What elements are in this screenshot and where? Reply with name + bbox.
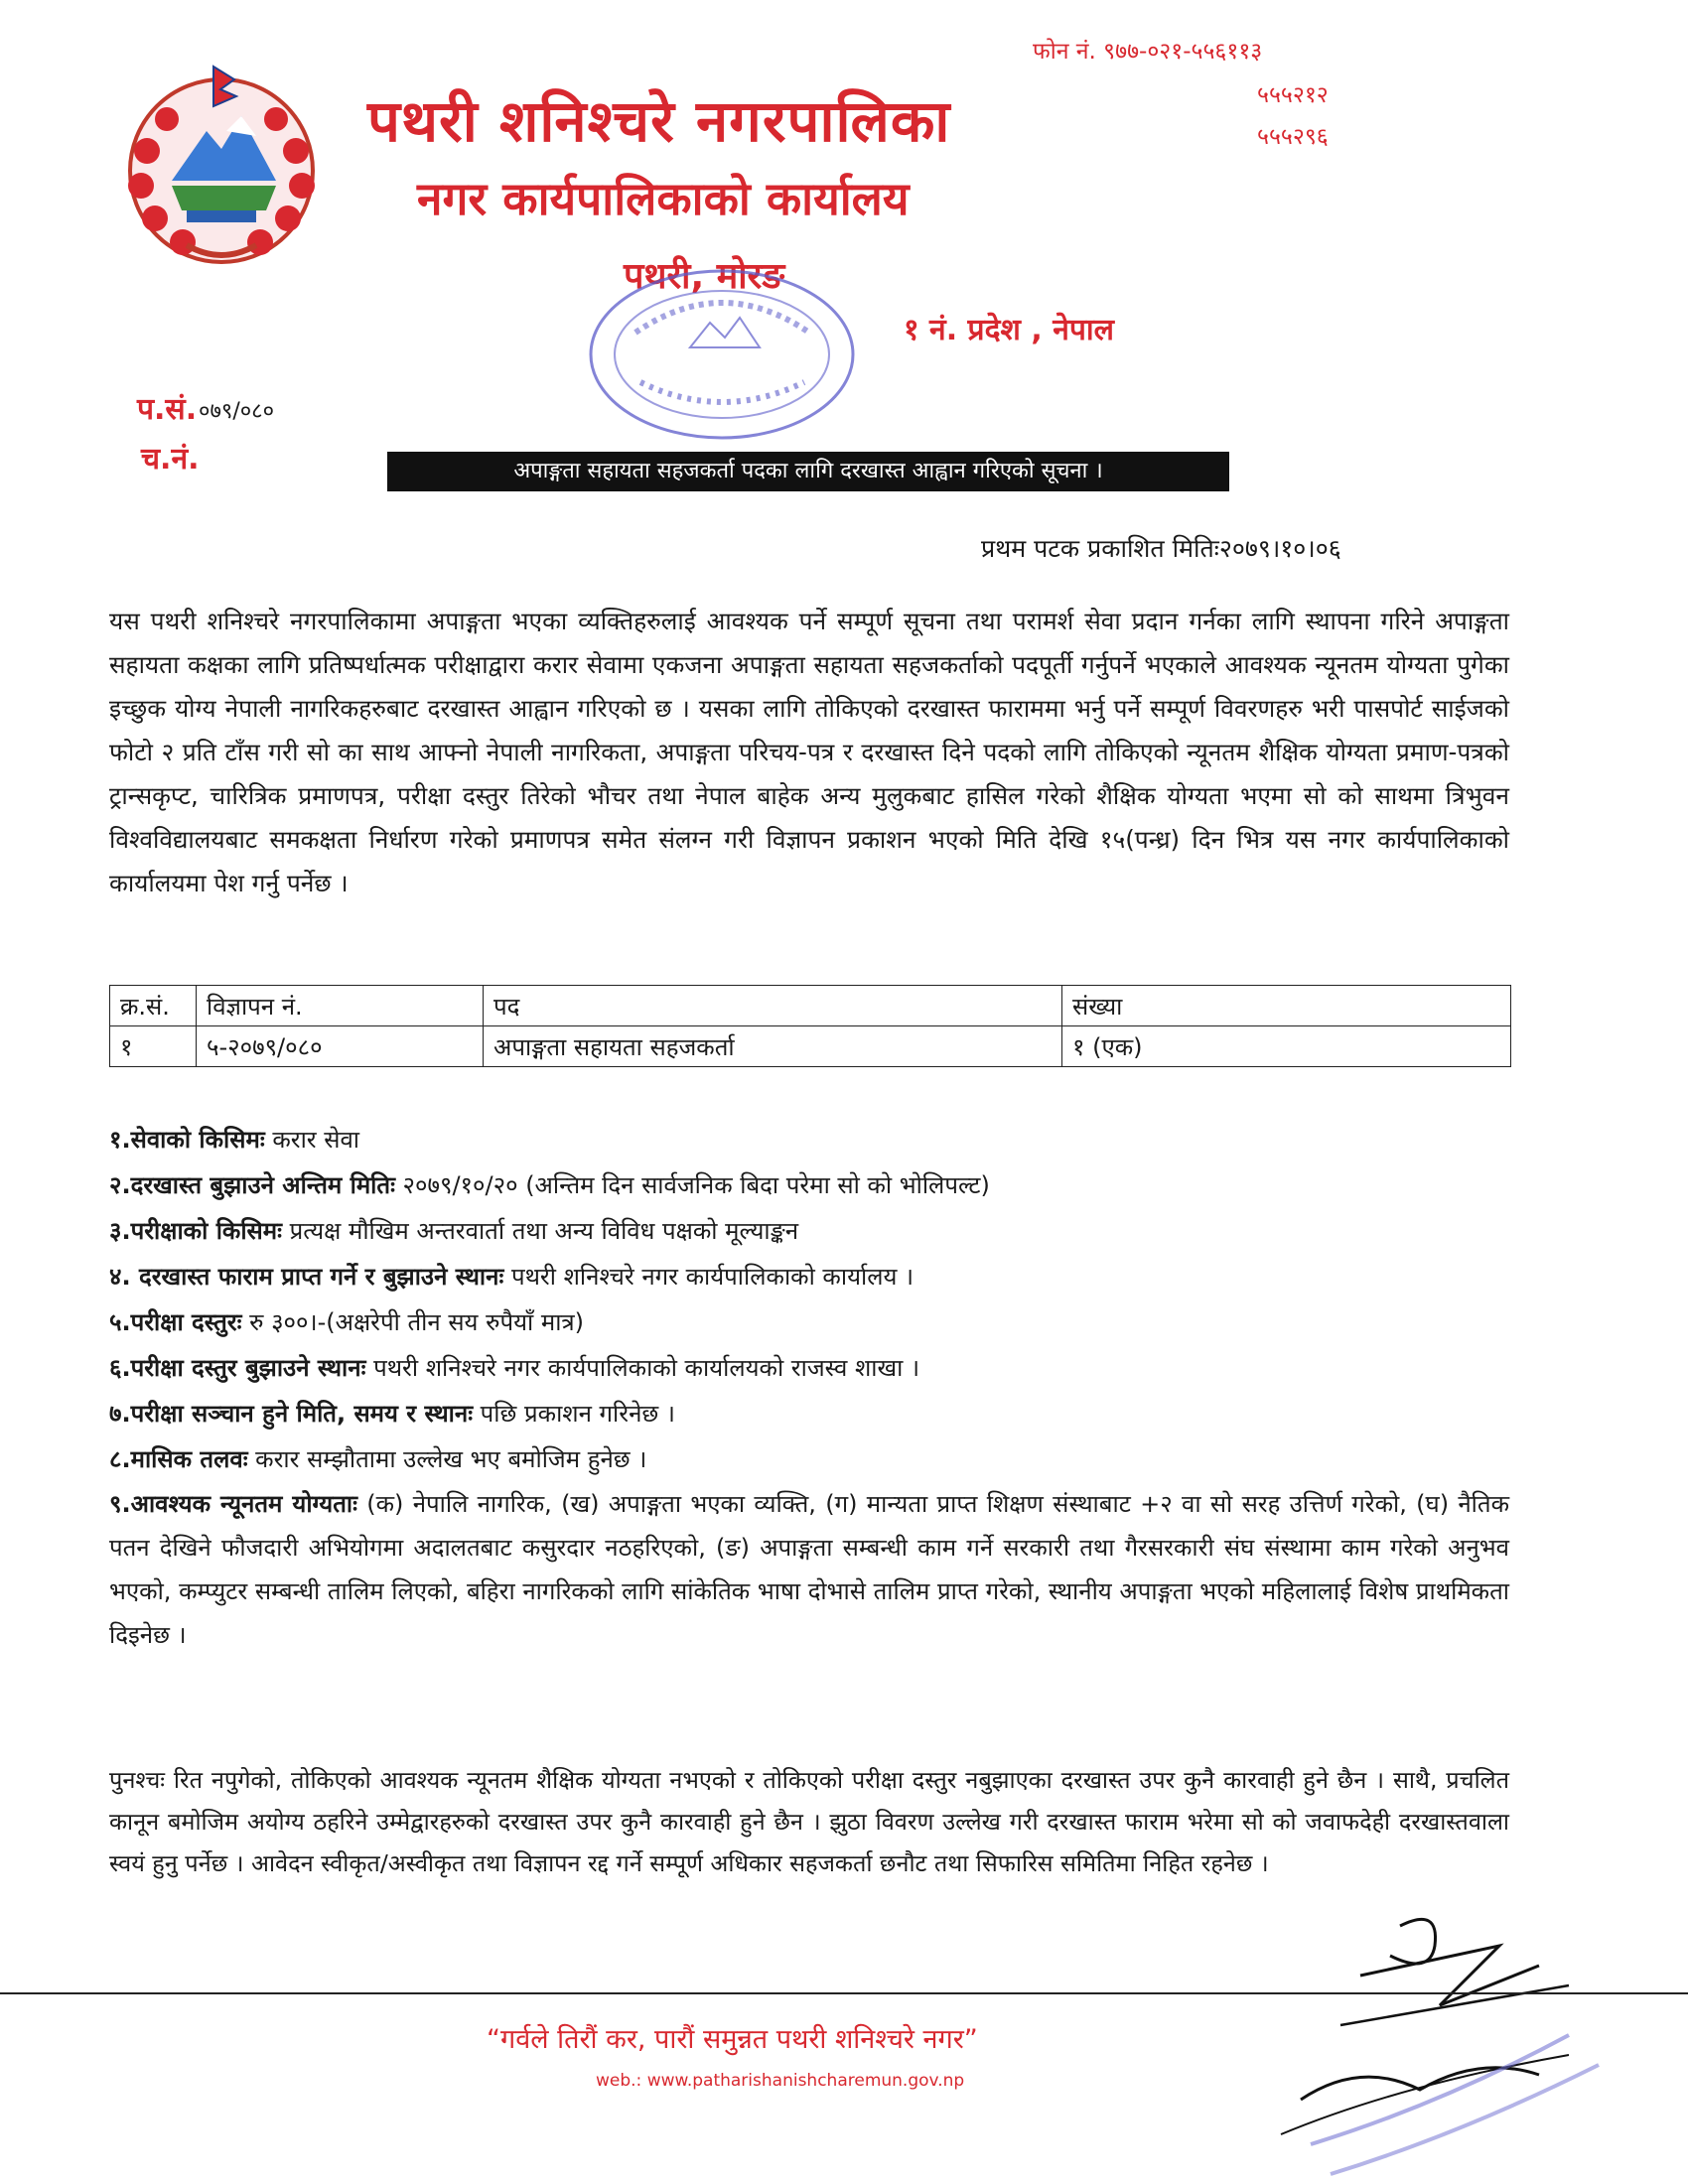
- term-label: ६.परीक्षा दस्तुर बुझाउने स्थानः: [109, 1354, 366, 1382]
- table-header-cell: विज्ञापन नं.: [197, 986, 484, 1026]
- term-item: [109, 1117, 1509, 1162]
- office-name: नगर कार्यपालिकाको कार्यालय: [417, 172, 910, 225]
- term-label: १.सेवाको किसिमः: [109, 1126, 265, 1154]
- reference-number-label: प.सं.: [137, 392, 198, 427]
- signature-icon: [1241, 1886, 1668, 2184]
- table-cell: ५-२०७९/०८०: [197, 1026, 484, 1067]
- reference-number-value: ०७९/०८०: [199, 399, 275, 424]
- vacancy-table: [109, 985, 1511, 1067]
- table-cell: १ (एक): [1062, 1026, 1511, 1067]
- dispatch-number-label: च.नं.: [141, 442, 200, 477]
- province-name: १ नं. प्रदेश , नेपाल: [904, 313, 1115, 347]
- phone-number: ५५५२९६: [1257, 124, 1329, 150]
- footer-slogan: “गर्वले तिरौं कर, पारौं समुन्नत पथरी शनिश्चरे नगर”: [487, 2024, 978, 2055]
- term-label: ३.परीक्षाको किसिमः: [109, 1217, 282, 1245]
- term-item: [109, 1162, 1509, 1208]
- term-label: ५.परीक्षा दस्तुरः: [109, 1308, 242, 1336]
- term-text: २०७९/१०/२० (अन्तिम दिन सार्वजनिक बिदा परेमा सो को भोलिपल्ट): [394, 1171, 990, 1199]
- term-text: (क) नेपालि नागरिक, (ख) अपाङ्गता भएका व्यक्ति, (ग) मान्यता प्राप्त शिक्षण संस्थाबाट +२ वा सो सरह उत्तिर्ण गरेको, (घ) नैतिक पतन देखिने फौजदारी अभियोगमा अदालतबाट कसुरदार नठहरिएको, (ङ) अपाङ्गता सम्बन्धी काम गर्ने सरकारी तथा गैरसरकारी संघ संस्थामा काम गरेको अनुभव भएको, कम्प्युटर सम्बन्धी तालिम लिएको, बहिरा नागरिकको लागि सांकेतिक भाषा दोभासे तालिम प्राप्त गरेको, स्थानीय अपाङ्गता भएको महिलालाई विशेष प्राथमिकता दिइनेछ ।: [109, 1490, 1509, 1649]
- postscript-paragraph: पुनश्चः रित नपुगेको, तोकिएको आवश्यक न्यूनतम शैक्षिक योग्यता नभएको र तोकिएको परीक्षा दस्तुर नबुझाएका दरखास्त उपर कुनै कारवाही हुने छैन । साथै, प्रचलित कानून बमोजिम अयोग्य ठहरिने उम्मेद्वारहरुको दरखास्त उपर कुनै कारवाही हुने छैन । झुठा विवरण उल्लेख गरी दरखास्त फाराम भरेमा सो को जवाफदेही दरखास्तवाला स्वयं हुनु पर्नेछ । आवेदन स्वीकृत/अस्वीकृत तथा विज्ञापन रद्द गर्ने सम्पूर्ण अधिकार सहजकर्ता छनौट तथा सिफारिस समितिमा निहित रहनेछ ।: [109, 1766, 1509, 1877]
- table-header-row: [110, 986, 1511, 1026]
- office-seal-stamp-icon: [581, 263, 864, 447]
- term-text: पथरी शनिश्चरे नगर कार्यपालिकाको कार्यालयको राजस्व शाखा ।: [365, 1354, 920, 1382]
- table-header-cell: पद: [484, 986, 1062, 1026]
- phone-number: ५५५२१२: [1257, 82, 1329, 108]
- term-label: ४. दरखास्त फाराम प्राप्त गर्ने र बुझाउने स्थानः: [109, 1263, 504, 1291]
- notice-intro-paragraph: यस पथरी शनिश्चरे नगरपालिकामा अपाङ्गता भएका व्यक्तिहरुलाई आवश्यक पर्ने सम्पूर्ण सूचना तथा परामर्श सेवा प्रदान गर्नका लागि स्थापना गरिने अपाङ्गता सहायता कक्षका लागि प्रतिष्पर्धात्मक परीक्षाद्वारा करार सेवामा एकजना अपाङ्गता सहायता सहजकर्ताको पदपूर्ती गर्नुपर्ने भएकाले आवश्यक न्यूनतम योग्यता पुगेका इच्छुक योग्य नेपाली नागरिकहरुबाट दरखास्त आह्वान गरिएको छ । यसका लागि तोकिएको दरखास्त फाराममा भर्नु पर्ने सम्पूर्ण विवरणहरु भरी पासपोर्ट साईजको फोटो २ प्रति टाँस गरी सो का साथ आफ्नो नेपाली नागरिकता, अपाङ्गता परिचय-पत्र र दरखास्त दिने पदको लागि तोकिएको न्यूनतम शैक्षिक योग्यता प्रमाण-पत्रको ट्रान्सकृप्ट, चारित्रिक प्रमाणपत्र, परीक्षा दस्तुर तिरेको भौचर तथा नेपाल बाहेक अन्य मुलुकबाट हासिल गरेको शैक्षिक योग्यता भएमा सो को साथमा त्रिभुवन विश्वविद्यालयबाट समकक्षता निर्धारण गरेको प्रमाणपत्र समेत संलग्न गरी विज्ञापन प्रकाशन भएको मिति देखि १५(पन्ध्र) दिन भित्र यस नगर कार्यपालिकाको कार्यालयमा पेश गर्नु पर्नेछ ।: [109, 607, 1509, 897]
- table-row: [110, 1026, 1511, 1067]
- office-location: पथरी, मोरङ: [624, 256, 785, 297]
- term-label: ७.परीक्षा सञ्चान हुने मिति, समय र स्थानः: [109, 1400, 474, 1428]
- government-emblem-icon: [117, 62, 326, 270]
- term-label: ८.मासिक तलवः: [109, 1445, 248, 1473]
- term-label: २.दरखास्त बुझाउने अन्तिम मितिः: [109, 1171, 395, 1199]
- terms-list: [109, 1117, 1509, 1657]
- table-cell: अपाङ्गता सहायता सहजकर्ता: [484, 1026, 1062, 1067]
- term-label: ९.आवश्यक न्यूनतम योग्यताः: [109, 1490, 357, 1518]
- phone-number: फोन नं. ९७७-०२१-५५६११३: [1033, 39, 1263, 65]
- footer-divider: [0, 1992, 1688, 1994]
- term-item: [109, 1299, 1509, 1345]
- term-text: करार सम्झौतामा उल्लेख भए बमोजिम हुनेछ ।: [247, 1445, 647, 1473]
- term-text: प्रत्यक्ष मौखिम अन्तरवार्ता तथा अन्य विविध पक्षको मूल्याङ्कन: [281, 1217, 799, 1245]
- organization-name: पथरी शनिश्चरे नगरपालिका: [367, 87, 951, 155]
- term-text: करार सेवा: [264, 1126, 360, 1154]
- term-item: [109, 1391, 1509, 1436]
- term-text: रु ३००।-(अक्षरेपी तीन सय रुपैयाँ मात्र): [241, 1308, 585, 1336]
- term-item: [109, 1436, 1509, 1482]
- publication-date: प्रथम पटक प्रकाशित मितिः२०७९।१०।०६: [981, 534, 1341, 563]
- table-header-cell: संख्या: [1062, 986, 1511, 1026]
- table-cell: १: [110, 1026, 197, 1067]
- term-item: [109, 1254, 1509, 1299]
- term-text: पछि प्रकाशन गरिनेछ ।: [473, 1400, 675, 1428]
- term-item: [109, 1345, 1509, 1391]
- term-item: [109, 1208, 1509, 1254]
- notice-title: अपाङ्गता सहायता सहजकर्ता पदका लागि दरखास्त आह्वान गरिएको सूचना ।: [387, 452, 1229, 491]
- table-header-cell: क्र.सं.: [110, 986, 197, 1026]
- footer-website-link[interactable]: web.: www.patharishanishcharemun.gov.np: [596, 2071, 965, 2091]
- term-text: पथरी शनिश्चरे नगर कार्यपालिकाको कार्यालय ।: [503, 1263, 914, 1291]
- term-item: [109, 1482, 1509, 1657]
